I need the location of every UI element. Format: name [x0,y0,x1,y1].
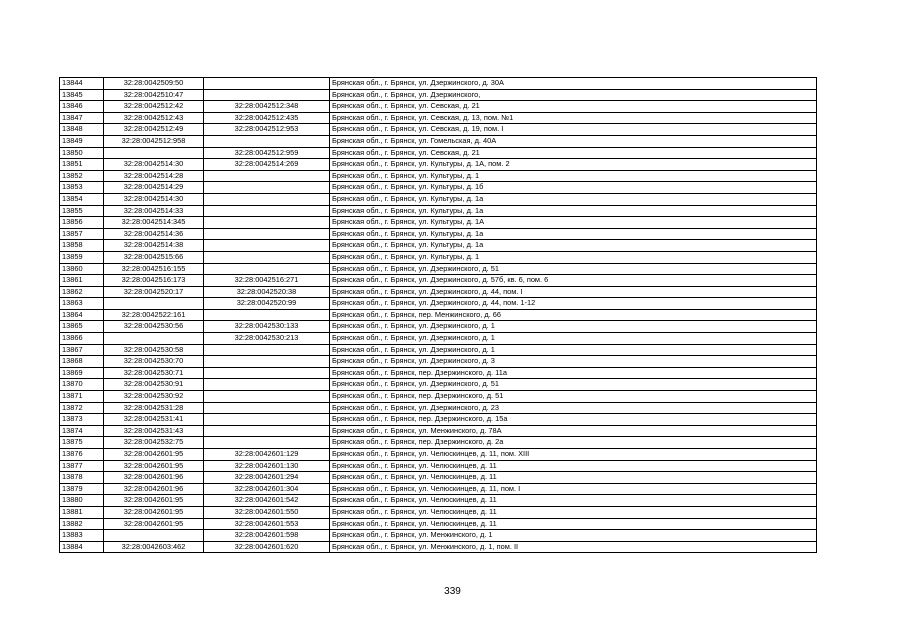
related-cadastral-number-cell [204,205,330,217]
cadastral-number-cell: 32:28:0042530:92 [104,391,204,403]
related-cadastral-number-cell: 32:28:0042601:620 [204,541,330,553]
table-row [60,367,817,379]
table-row [60,124,817,136]
table-row [60,147,817,159]
registry-table-body [60,78,817,553]
row-number-cell: 13883 [60,530,104,542]
row-number-cell: 13844 [60,78,104,90]
related-cadastral-number-cell: 32:28:0042512:348 [204,101,330,113]
related-cadastral-number-cell [204,135,330,147]
table-row [60,263,817,275]
row-number-cell: 13873 [60,414,104,426]
cadastral-number-cell: 32:28:0042531:41 [104,414,204,426]
table-row [60,333,817,345]
related-cadastral-number-cell: 32:28:0042601:550 [204,506,330,518]
table-row [60,89,817,101]
row-number-cell: 13853 [60,182,104,194]
cadastral-number-cell: 32:28:0042601:96 [104,472,204,484]
cadastral-number-cell: 32:28:0042509:50 [104,78,204,90]
cadastral-number-cell: 32:28:0042515:66 [104,251,204,263]
address-cell: Брянская обл., г. Брянск, ул. Дзержинского, д. 51 [330,379,817,391]
address-cell: Брянская обл., г. Брянск, пер. Дзержинского, д. 15а [330,414,817,426]
cadastral-number-cell: 32:28:0042530:70 [104,356,204,368]
page-number: 339 [444,586,461,597]
cadastral-number-cell: 32:28:0042520:17 [104,286,204,298]
cadastral-number-cell: 32:28:0042514:29 [104,182,204,194]
table-row [60,112,817,124]
address-cell: Брянская обл., г. Брянск, ул. Дзержинского, д. 44, пом. I [330,286,817,298]
row-number-cell: 13869 [60,367,104,379]
address-cell: Брянская обл., г. Брянск, ул. Культуры, д. 1 [330,170,817,182]
table-row [60,101,817,113]
table-row [60,541,817,553]
table-row [60,530,817,542]
address-cell: Брянская обл., г. Брянск, ул. Челюскинцев, д. 11 [330,518,817,530]
cadastral-number-cell: 32:28:0042531:28 [104,402,204,414]
cadastral-number-cell: 32:28:0042514:30 [104,193,204,205]
table-row [60,437,817,449]
cadastral-number-cell: 32:28:0042601:95 [104,460,204,472]
row-number-cell: 13879 [60,483,104,495]
address-cell: Брянская обл., г. Брянск, ул. Менжинского, д. 78А [330,425,817,437]
table-row [60,298,817,310]
table-row [60,309,817,321]
related-cadastral-number-cell [204,89,330,101]
row-number-cell: 13865 [60,321,104,333]
related-cadastral-number-cell: 32:28:0042530:213 [204,333,330,345]
address-cell: Брянская обл., г. Брянск, ул. Севская, д. 13, пом. №1 [330,112,817,124]
table-row [60,182,817,194]
related-cadastral-number-cell [204,309,330,321]
table-row [60,135,817,147]
address-cell: Брянская обл., г. Брянск, ул. Дзержинского, д. 1 [330,321,817,333]
row-number-cell: 13861 [60,275,104,287]
address-cell: Брянская обл., г. Брянск, ул. Челюскинцев, д. 11 [330,460,817,472]
related-cadastral-number-cell [204,391,330,403]
cadastral-number-cell: 32:28:0042514:28 [104,170,204,182]
table-row [60,449,817,461]
cadastral-number-cell: 32:28:0042514:38 [104,240,204,252]
address-cell: Брянская обл., г. Брянск, пер. Дзержинского, д. 2а [330,437,817,449]
row-number-cell: 13866 [60,333,104,345]
row-number-cell: 13864 [60,309,104,321]
cadastral-number-cell: 32:28:0042512:958 [104,135,204,147]
row-number-cell: 13880 [60,495,104,507]
related-cadastral-number-cell: 32:28:0042601:129 [204,449,330,461]
row-number-cell: 13860 [60,263,104,275]
address-cell: Брянская обл., г. Брянск, ул. Челюскинцев, д. 11, пом. XIII [330,449,817,461]
related-cadastral-number-cell [204,402,330,414]
table-row [60,425,817,437]
related-cadastral-number-cell [204,182,330,194]
row-number-cell: 13859 [60,251,104,263]
related-cadastral-number-cell [204,240,330,252]
row-number-cell: 13845 [60,89,104,101]
table-row [60,78,817,90]
row-number-cell: 13877 [60,460,104,472]
registry-table [59,77,817,553]
related-cadastral-number-cell: 32:28:0042512:953 [204,124,330,136]
cadastral-number-cell: 32:28:0042530:71 [104,367,204,379]
address-cell: Брянская обл., г. Брянск, ул. Менжинского, д. 1, пом. II [330,541,817,553]
cadastral-number-cell [104,147,204,159]
address-cell: Брянская обл., г. Брянск, ул. Культуры, д. 1А [330,217,817,229]
related-cadastral-number-cell: 32:28:0042520:99 [204,298,330,310]
row-number-cell: 13858 [60,240,104,252]
cadastral-number-cell [104,530,204,542]
address-cell: Брянская обл., г. Брянск, ул. Культуры, д. 1 [330,251,817,263]
table-row [60,414,817,426]
cadastral-number-cell: 32:28:0042516:155 [104,263,204,275]
row-number-cell: 13875 [60,437,104,449]
related-cadastral-number-cell [204,251,330,263]
table-row [60,193,817,205]
row-number-cell: 13870 [60,379,104,391]
address-cell: Брянская обл., г. Брянск, пер. Менжинского, д. 66 [330,309,817,321]
row-number-cell: 13876 [60,449,104,461]
address-cell: Брянская обл., г. Брянск, ул. Дзержинского, д. 44, пом. 1-12 [330,298,817,310]
related-cadastral-number-cell [204,217,330,229]
row-number-cell: 13882 [60,518,104,530]
address-cell: Брянская обл., г. Брянск, ул. Дзержинского, д. 1 [330,333,817,345]
row-number-cell: 13851 [60,159,104,171]
address-cell: Брянская обл., г. Брянск, ул. Культуры, д. 1А, пом. 2 [330,159,817,171]
table-row [60,483,817,495]
related-cadastral-number-cell [204,78,330,90]
related-cadastral-number-cell: 32:28:0042514:269 [204,159,330,171]
address-cell: Брянская обл., г. Брянск, ул. Севская, д. 21 [330,101,817,113]
related-cadastral-number-cell [204,356,330,368]
address-cell: Брянская обл., г. Брянск, ул. Культуры, д. 1а [330,193,817,205]
address-cell: Брянская обл., г. Брянск, пер. Дзержинского, д. 51 [330,391,817,403]
address-cell: Брянская обл., г. Брянск, ул. Дзержинского, д. 3 [330,356,817,368]
related-cadastral-number-cell [204,263,330,275]
address-cell: Брянская обл., г. Брянск, ул. Севская, д. 19, пом. I [330,124,817,136]
address-cell: Брянская обл., г. Брянск, ул. Менжинского, д. 1 [330,530,817,542]
related-cadastral-number-cell: 32:28:0042520:38 [204,286,330,298]
related-cadastral-number-cell [204,437,330,449]
row-number-cell: 13854 [60,193,104,205]
row-number-cell: 13874 [60,425,104,437]
table-row [60,391,817,403]
cadastral-number-cell: 32:28:0042512:49 [104,124,204,136]
row-number-cell: 13847 [60,112,104,124]
table-row [60,228,817,240]
address-cell: Брянская обл., г. Брянск, ул. Дзержинского, д. 1 [330,344,817,356]
cadastral-number-cell: 32:28:0042530:58 [104,344,204,356]
address-cell: Брянская обл., г. Брянск, ул. Культуры, д. 1а [330,205,817,217]
cadastral-number-cell: 32:28:0042531:43 [104,425,204,437]
row-number-cell: 13855 [60,205,104,217]
related-cadastral-number-cell: 32:28:0042516:271 [204,275,330,287]
address-cell: Брянская обл., г. Брянск, ул. Гомельская, д. 40А [330,135,817,147]
table-row [60,240,817,252]
table-row [60,518,817,530]
cadastral-number-cell: 32:28:0042522:161 [104,309,204,321]
cadastral-number-cell: 32:28:0042512:42 [104,101,204,113]
cadastral-number-cell: 32:28:0042514:36 [104,228,204,240]
related-cadastral-number-cell: 32:28:0042601:553 [204,518,330,530]
row-number-cell: 13857 [60,228,104,240]
table-row [60,286,817,298]
cadastral-number-cell [104,333,204,345]
address-cell: Брянская обл., г. Брянск, пер. Дзержинского, д. 11а [330,367,817,379]
cadastral-number-cell: 32:28:0042601:95 [104,495,204,507]
row-number-cell: 13878 [60,472,104,484]
related-cadastral-number-cell: 32:28:0042601:304 [204,483,330,495]
cadastral-number-cell: 32:28:0042530:56 [104,321,204,333]
address-cell: Брянская обл., г. Брянск, ул. Челюскинцев, д. 11 [330,472,817,484]
cadastral-number-cell: 32:28:0042601:96 [104,483,204,495]
cadastral-number-cell: 32:28:0042601:95 [104,506,204,518]
row-number-cell: 13852 [60,170,104,182]
cadastral-number-cell: 32:28:0042514:30 [104,159,204,171]
related-cadastral-number-cell: 32:28:0042512:435 [204,112,330,124]
related-cadastral-number-cell: 32:28:0042512:959 [204,147,330,159]
address-cell: Брянская обл., г. Брянск, ул. Дзержинского, д. 30А [330,78,817,90]
row-number-cell: 13867 [60,344,104,356]
table-row [60,275,817,287]
table-row [60,402,817,414]
row-number-cell: 13872 [60,402,104,414]
table-row [60,356,817,368]
related-cadastral-number-cell: 32:28:0042601:542 [204,495,330,507]
address-cell: Брянская обл., г. Брянск, ул. Дзержинского, д. 57б, кв. 6, пом. 6 [330,275,817,287]
related-cadastral-number-cell [204,193,330,205]
related-cadastral-number-cell: 32:28:0042601:294 [204,472,330,484]
row-number-cell: 13868 [60,356,104,368]
address-cell: Брянская обл., г. Брянск, ул. Дзержинского, [330,89,817,101]
table-row [60,344,817,356]
table-row [60,170,817,182]
row-number-cell: 13871 [60,391,104,403]
related-cadastral-number-cell [204,425,330,437]
related-cadastral-number-cell [204,228,330,240]
related-cadastral-number-cell: 32:28:0042530:133 [204,321,330,333]
row-number-cell: 13846 [60,101,104,113]
address-cell: Брянская обл., г. Брянск, ул. Челюскинцев, д. 11, пом. I [330,483,817,495]
cadastral-number-cell: 32:28:0042510:47 [104,89,204,101]
row-number-cell: 13850 [60,147,104,159]
related-cadastral-number-cell [204,379,330,391]
cadastral-number-cell: 32:28:0042601:95 [104,449,204,461]
cadastral-number-cell: 32:28:0042516:173 [104,275,204,287]
table-row [60,472,817,484]
cadastral-number-cell: 32:28:0042530:91 [104,379,204,391]
row-number-cell: 13848 [60,124,104,136]
table-row [60,321,817,333]
address-cell: Брянская обл., г. Брянск, ул. Челюскинцев, д. 11 [330,495,817,507]
table-row [60,506,817,518]
table-row [60,159,817,171]
address-cell: Брянская обл., г. Брянск, ул. Культуры, д. 1б [330,182,817,194]
row-number-cell: 13881 [60,506,104,518]
cadastral-number-cell: 32:28:0042603:462 [104,541,204,553]
address-cell: Брянская обл., г. Брянск, ул. Дзержинского, д. 23 [330,402,817,414]
address-cell: Брянская обл., г. Брянск, ул. Культуры, д. 1а [330,240,817,252]
related-cadastral-number-cell [204,170,330,182]
address-cell: Брянская обл., г. Брянск, ул. Дзержинского, д. 51 [330,263,817,275]
row-number-cell: 13849 [60,135,104,147]
row-number-cell: 13856 [60,217,104,229]
related-cadastral-number-cell [204,367,330,379]
address-cell: Брянская обл., г. Брянск, ул. Севская, д. 21 [330,147,817,159]
table-row [60,379,817,391]
cadastral-number-cell: 32:28:0042601:95 [104,518,204,530]
address-cell: Брянская обл., г. Брянск, ул. Культуры, д. 1а [330,228,817,240]
table-row [60,251,817,263]
cadastral-number-cell: 32:28:0042512:43 [104,112,204,124]
cadastral-number-cell [104,298,204,310]
cadastral-number-cell: 32:28:0042514:345 [104,217,204,229]
row-number-cell: 13863 [60,298,104,310]
cadastral-number-cell: 32:28:0042514:33 [104,205,204,217]
row-number-cell: 13884 [60,541,104,553]
table-row [60,205,817,217]
table-row [60,495,817,507]
related-cadastral-number-cell [204,344,330,356]
related-cadastral-number-cell: 32:28:0042601:598 [204,530,330,542]
row-number-cell: 13862 [60,286,104,298]
address-cell: Брянская обл., г. Брянск, ул. Челюскинцев, д. 11 [330,506,817,518]
table-row [60,217,817,229]
table-row [60,460,817,472]
cadastral-number-cell: 32:28:0042532:75 [104,437,204,449]
related-cadastral-number-cell [204,414,330,426]
related-cadastral-number-cell: 32:28:0042601:130 [204,460,330,472]
